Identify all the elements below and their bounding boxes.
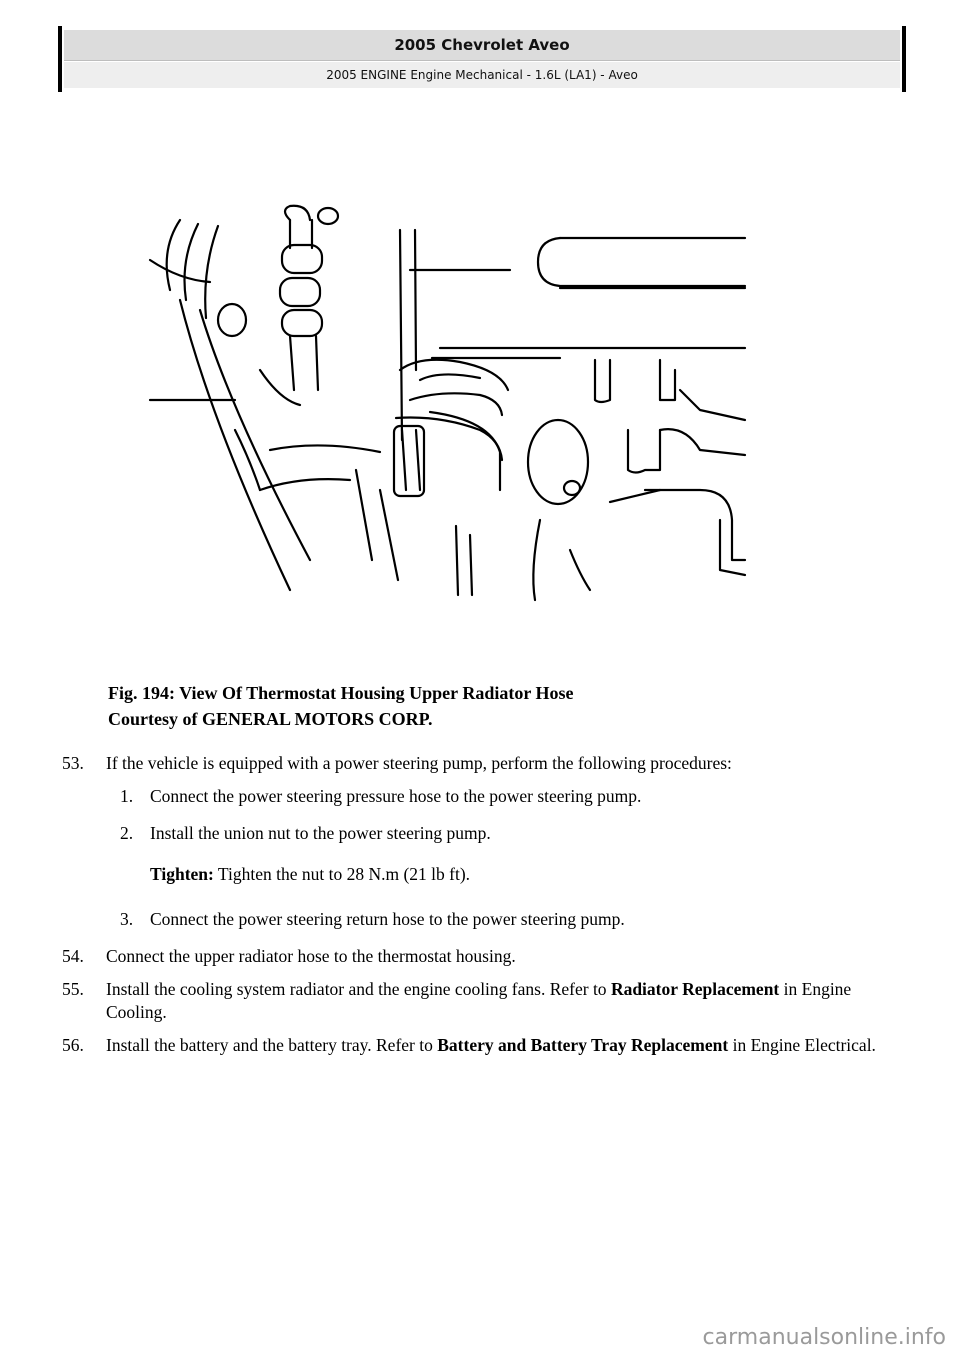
substep-number: 3. bbox=[120, 909, 134, 929]
step-56 bbox=[62, 1034, 882, 1057]
step-number: 55. bbox=[62, 979, 84, 999]
figure-caption bbox=[108, 680, 574, 732]
step-number: 54. bbox=[62, 946, 84, 966]
step-53 bbox=[62, 752, 882, 931]
procedure-steps bbox=[62, 752, 882, 1067]
step-text: Install the cooling system radiator and the engine cooling fans. Refer to bbox=[106, 979, 611, 999]
step-number: 56. bbox=[62, 1035, 84, 1055]
substep-list bbox=[120, 785, 882, 931]
substep-text: Connect the power steering pressure hose to the power steering pump. bbox=[150, 786, 642, 806]
battery-tray-replacement-link[interactable]: Battery and Battery Tray Replacement bbox=[437, 1035, 729, 1055]
thermostat-housing-illustration bbox=[140, 190, 750, 610]
step-text-end: in Engine Electrical. bbox=[728, 1035, 876, 1055]
substep-number: 2. bbox=[120, 823, 134, 843]
step-54 bbox=[62, 945, 882, 968]
step-55 bbox=[62, 978, 882, 1024]
watermark: carmanualsonline.info bbox=[702, 1325, 946, 1350]
torque-spec bbox=[150, 863, 882, 886]
caption-courtesy: Courtesy of GENERAL MOTORS CORP. bbox=[108, 709, 433, 729]
step-number: 53. bbox=[62, 753, 84, 773]
page-header bbox=[58, 26, 906, 92]
substep-1 bbox=[120, 785, 882, 808]
tighten-label: Tighten: bbox=[150, 864, 214, 884]
header-title: 2005 Chevrolet Aveo bbox=[64, 30, 900, 61]
substep-3 bbox=[120, 908, 882, 931]
step-text: Install the battery and the battery tray. Refer to bbox=[106, 1035, 438, 1055]
substep-text: Install the union nut to the power steering pump. bbox=[150, 823, 491, 843]
step-text: Connect the upper radiator hose to the thermostat housing. bbox=[106, 946, 516, 966]
substep-number: 1. bbox=[120, 786, 134, 806]
step-text-end: in Engine Cooling. bbox=[106, 979, 852, 1022]
caption-title: Fig. 194: View Of Thermostat Housing Upper Radiator Hose bbox=[108, 683, 574, 703]
radiator-replacement-link[interactable]: Radiator Replacement bbox=[610, 979, 780, 999]
step-text: If the vehicle is equipped with a power steering pump, perform the following procedures: bbox=[106, 753, 732, 773]
header-right-border bbox=[902, 26, 906, 92]
substep-2 bbox=[120, 822, 882, 886]
header-subtitle: 2005 ENGINE Engine Mechanical - 1.6L (LA1) - Aveo bbox=[64, 62, 900, 88]
tighten-text: Tighten the nut to 28 N.m (21 lb ft). bbox=[213, 864, 471, 884]
header-left-border bbox=[58, 26, 62, 92]
substep-text: Connect the power steering return hose to the power steering pump. bbox=[150, 909, 625, 929]
